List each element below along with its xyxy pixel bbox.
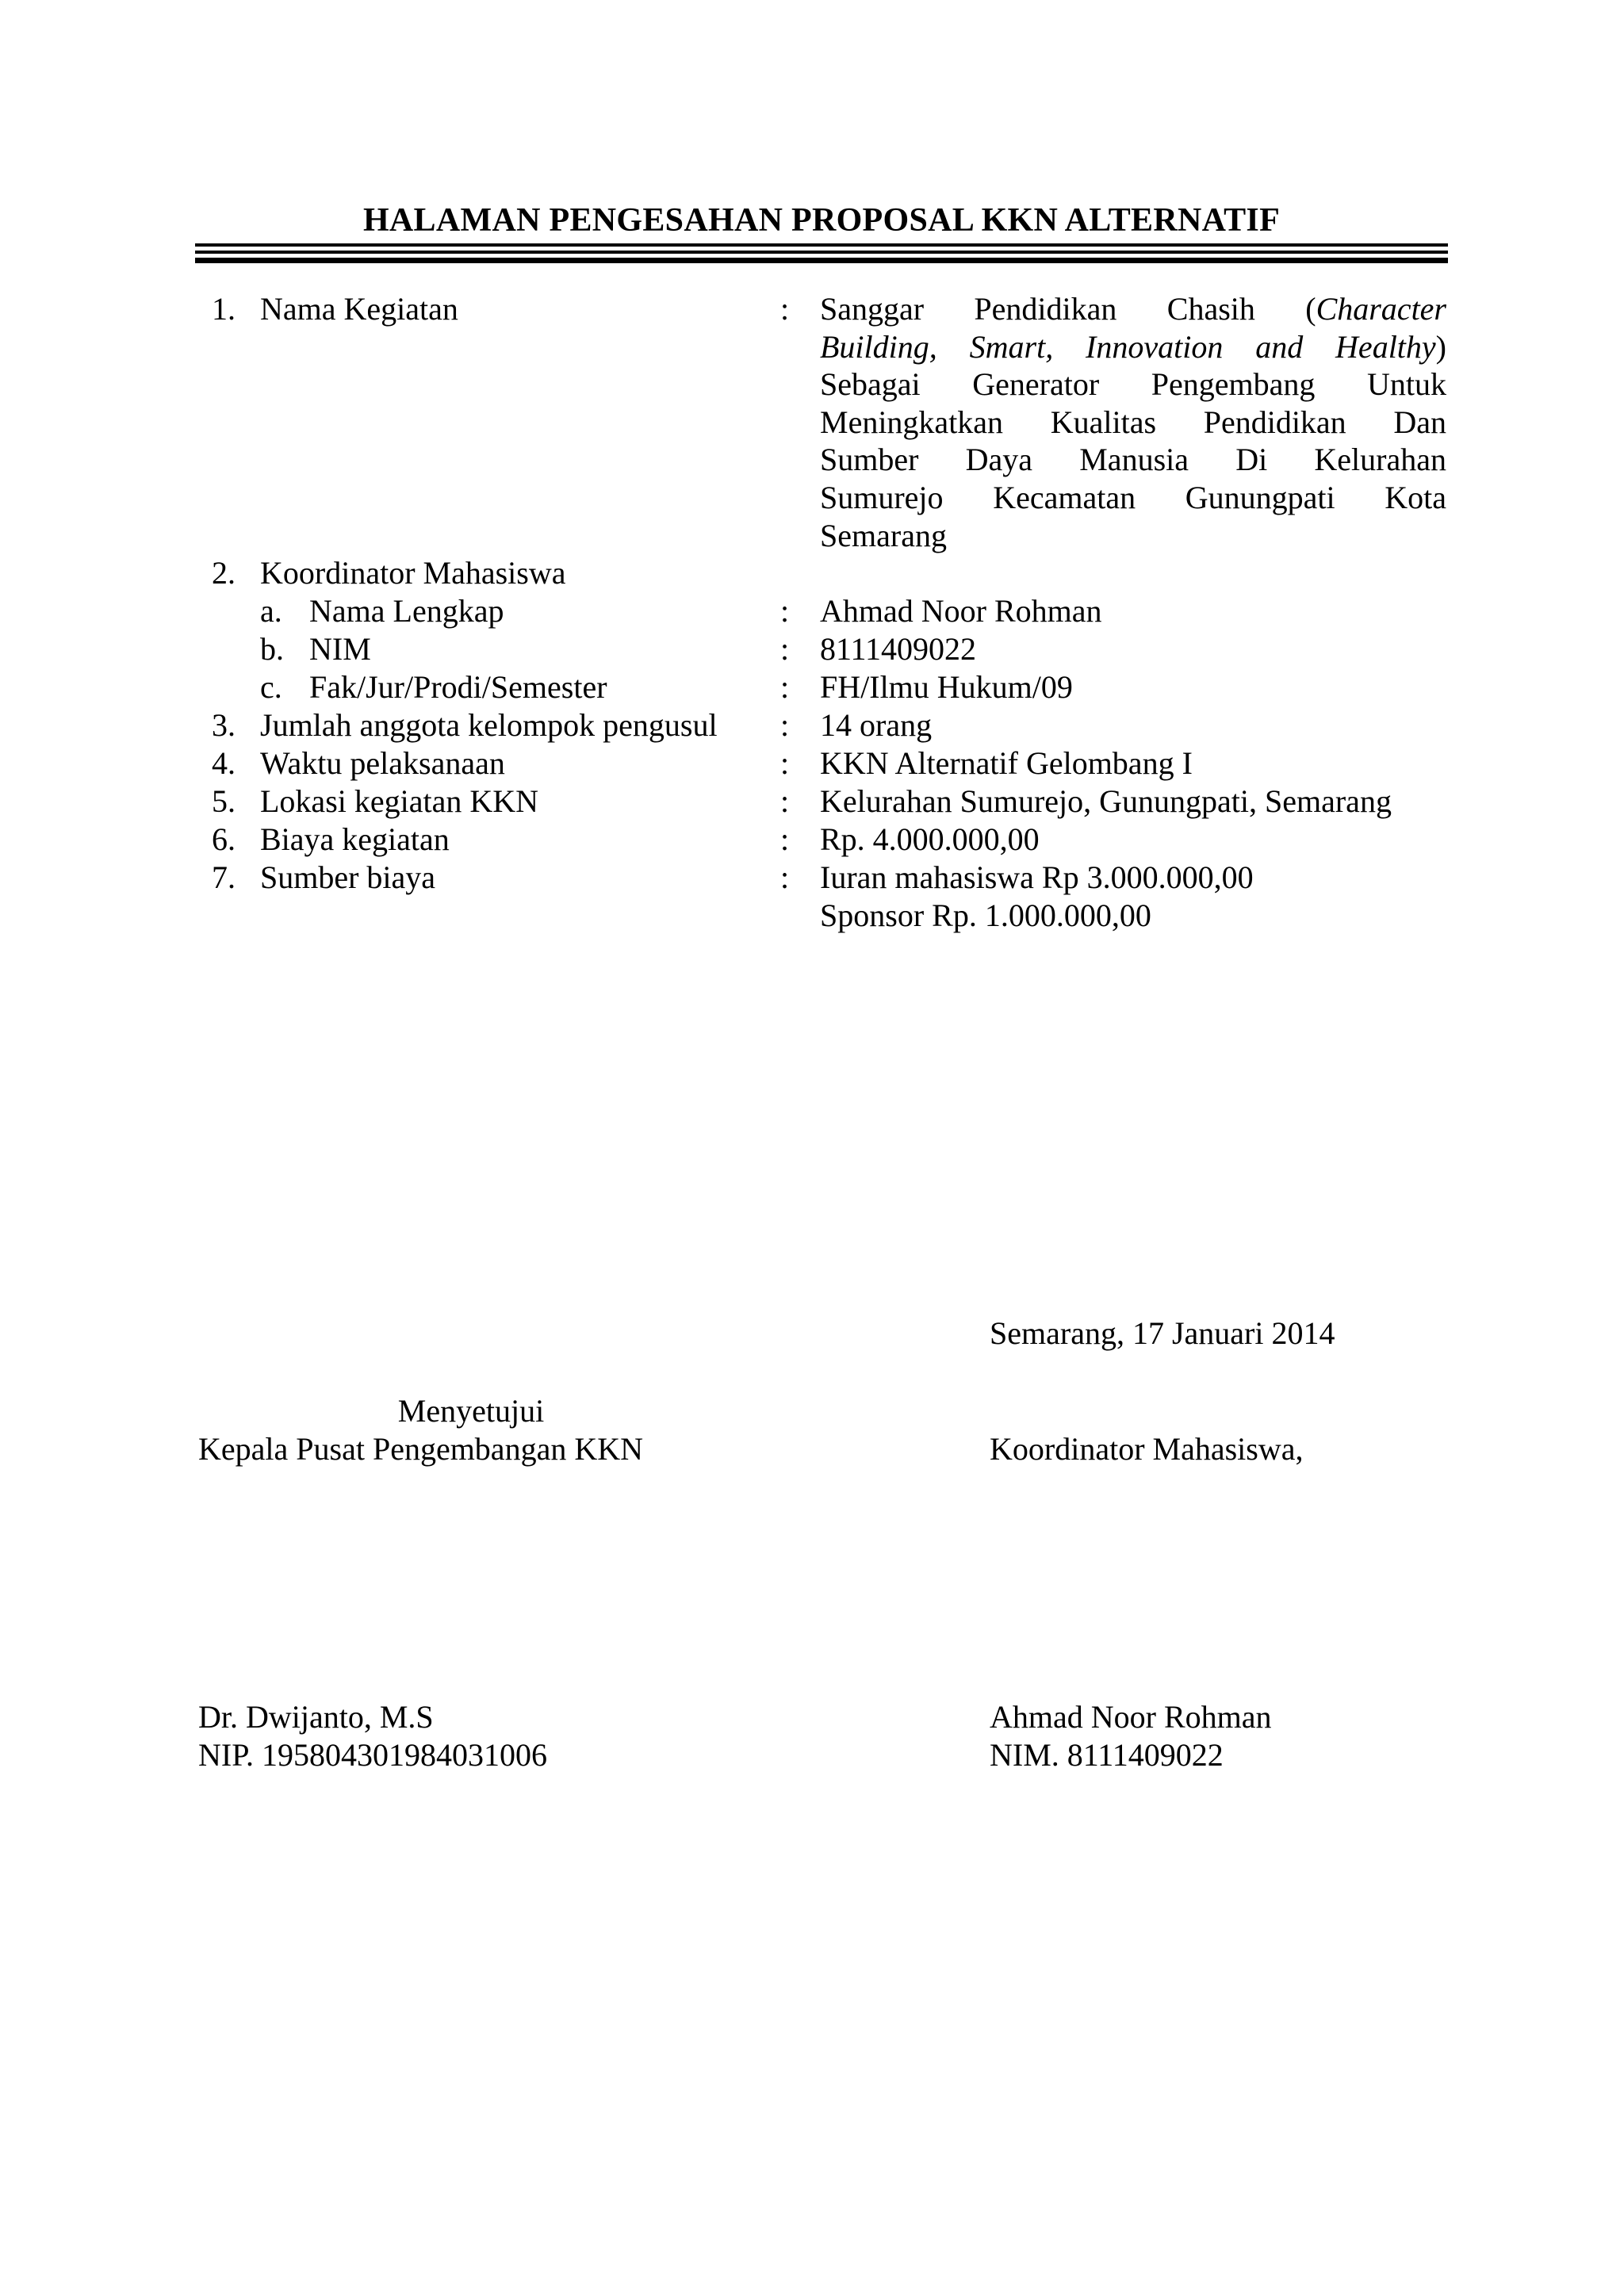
item-2c-label: Fak/Jur/Prodi/Semester xyxy=(309,669,607,705)
item-1-colon: : xyxy=(780,291,790,327)
item-2b-colon: : xyxy=(780,631,790,667)
right-signatory-nim: NIM. 8111409022 xyxy=(990,1737,1224,1773)
item-2c-colon: : xyxy=(780,669,790,705)
item-6-colon: : xyxy=(780,821,790,857)
right-signatory-position: Koordinator Mahasiswa, xyxy=(990,1431,1304,1467)
left-approval-text: Menyetujui xyxy=(397,1393,545,1429)
item-2b-label: NIM xyxy=(309,631,371,667)
item-6-number: 6. xyxy=(212,821,236,857)
item-6-label: Biaya kegiatan xyxy=(260,821,450,857)
place-date: Semarang, 17 Januari 2014 xyxy=(990,1315,1335,1351)
item-2-number: 2. xyxy=(212,555,236,591)
right-signatory-name: Ahmad Noor Rohman xyxy=(990,1699,1272,1735)
item-2a-value: Ahmad Noor Rohman xyxy=(820,593,1102,629)
item-3-number: 3. xyxy=(212,707,236,743)
item-4-value: KKN Alternatif Gelombang I xyxy=(820,745,1193,781)
item-1-label: Nama Kegiatan xyxy=(260,291,458,327)
item-4-colon: : xyxy=(780,745,790,781)
document-title: HALAMAN PENGESAHAN PROPOSAL KKN ALTERNATIF xyxy=(362,202,1281,239)
left-signatory-position: Kepala Pusat Pengembangan KKN xyxy=(198,1431,643,1467)
item-5-colon: : xyxy=(780,783,790,819)
item-3-label: Jumlah anggota kelompok pengusul xyxy=(260,707,718,743)
item-7-label: Sumber biaya xyxy=(260,859,436,895)
item-2b-value: 8111409022 xyxy=(820,631,977,667)
left-signatory-name: Dr. Dwijanto, M.S xyxy=(198,1699,434,1735)
item-7-colon: : xyxy=(780,859,790,895)
item-2b-letter: b. xyxy=(260,631,284,667)
item-7-number: 7. xyxy=(212,859,236,895)
title-underline-thin-2 xyxy=(195,251,1448,254)
item-2c-letter: c. xyxy=(260,669,282,705)
title-underline-thin-1 xyxy=(195,243,1448,247)
item-5-number: 5. xyxy=(212,783,236,819)
item-5-label: Lokasi kegiatan KKN xyxy=(260,783,539,819)
item-1-value xyxy=(820,290,1446,554)
title-underline-thick xyxy=(195,258,1448,263)
item-1-value-line-5: Sumber Daya Manusia Di Kelurahan xyxy=(820,442,1446,478)
item-1-value-line-4: Meningkatkan Kualitas Pendidikan Dan xyxy=(820,404,1446,440)
item-2a-letter: a. xyxy=(260,593,282,629)
left-signatory-nip: NIP. 195804301984031006 xyxy=(198,1737,548,1773)
item-1-value-line-3: Sebagai Generator Pengembang Untuk xyxy=(820,366,1446,403)
item-7-value-line-1: Iuran mahasiswa Rp 3.000.000,00 xyxy=(820,859,1254,895)
item-1-value-line-7: Semarang xyxy=(820,517,947,553)
item-1-value-line-1: Sanggar Pendidikan Chasih (Character xyxy=(820,291,1446,327)
item-1-number: 1. xyxy=(212,291,236,327)
item-4-number: 4. xyxy=(212,745,236,781)
item-5-value: Kelurahan Sumurejo, Gunungpati, Semarang xyxy=(820,783,1392,819)
item-3-colon: : xyxy=(780,707,790,743)
item-6-value: Rp. 4.000.000,00 xyxy=(820,821,1040,857)
item-3-value: 14 orang xyxy=(820,707,933,743)
item-7-value-line-2: Sponsor Rp. 1.000.000,00 xyxy=(820,897,1151,933)
item-1-value-line-6: Sumurejo Kecamatan Gunungpati Kota xyxy=(820,479,1446,515)
item-1-value-line-2: Building, Smart, Innovation and Healthy) xyxy=(820,328,1446,365)
item-2a-colon: : xyxy=(780,593,790,629)
item-4-label: Waktu pelaksanaan xyxy=(260,745,505,781)
item-2-label: Koordinator Mahasiswa xyxy=(260,555,566,591)
item-2a-label: Nama Lengkap xyxy=(309,593,504,629)
item-2c-value: FH/Ilmu Hukum/09 xyxy=(820,669,1073,705)
